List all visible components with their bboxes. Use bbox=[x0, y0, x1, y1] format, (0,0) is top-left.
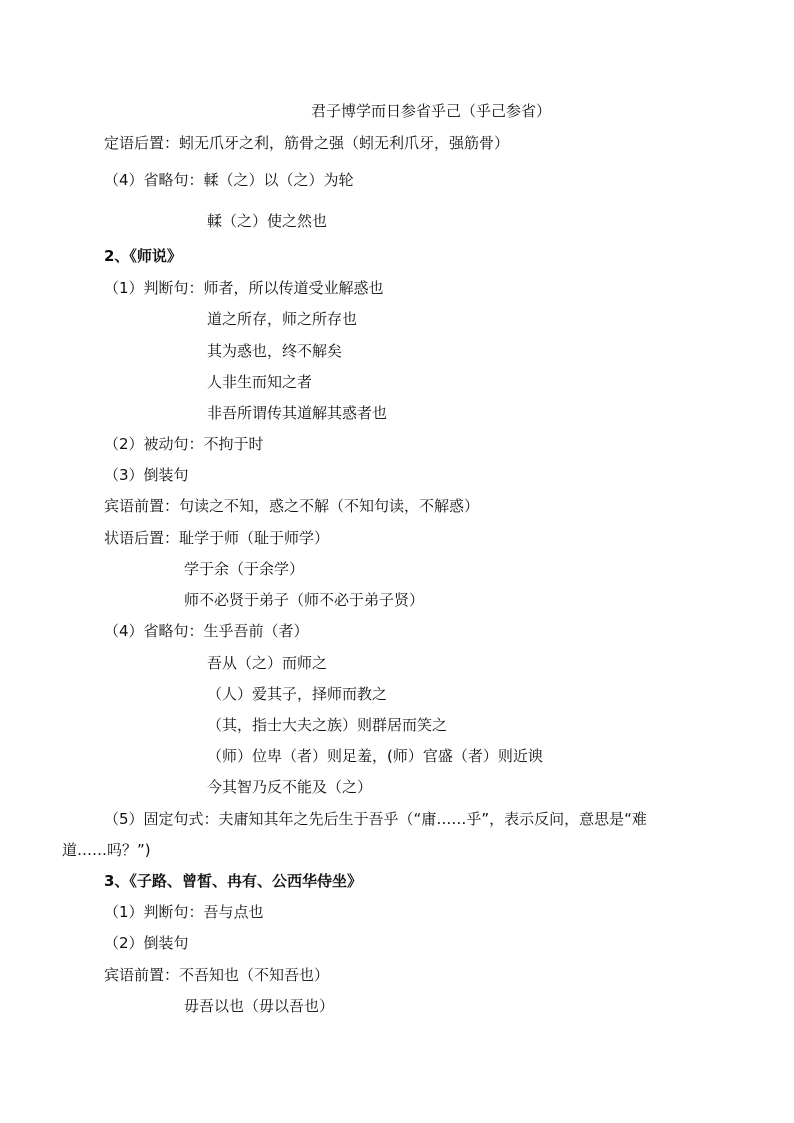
text-line: 状语后置：耻学于师（耻于师学） bbox=[104, 529, 330, 547]
text-line: 道之所存，师之所存也 bbox=[207, 310, 358, 328]
section-heading-shishuo: 2、《师说》 bbox=[104, 247, 182, 265]
text-line: 其为惑也，终不解矣 bbox=[207, 342, 343, 360]
text-line: 学于余（于余学） bbox=[184, 560, 305, 578]
text-line: （其，指士大夫之族）则群居而笑之 bbox=[207, 716, 448, 734]
section-heading-shizuo: 3、《子路、曾皙、冉有、公西华侍坐》 bbox=[104, 872, 362, 890]
text-line: （2）倒装句 bbox=[104, 934, 189, 952]
text-line: （人）爱其子，择师而教之 bbox=[207, 685, 388, 703]
text-line: （5）固定句式：夫庸知其年之先后生于吾乎（“庸……乎”，表示反问，意思是“难 bbox=[104, 810, 647, 828]
text-line: 宾语前置：不吾知也（不知吾也） bbox=[104, 966, 330, 984]
text-line: 吾从（之）而师之 bbox=[207, 654, 328, 672]
text-line: （3）倒装句 bbox=[104, 466, 189, 484]
text-line: （2）被动句：不拘于时 bbox=[104, 435, 264, 453]
text-line: （1）判断句：吾与点也 bbox=[104, 903, 264, 921]
text-line: 今其智乃反不能及（之） bbox=[207, 778, 373, 796]
text-line: 人非生而知之者 bbox=[207, 373, 313, 391]
text-line: （4）省略句：輮（之）以（之）为轮 bbox=[104, 171, 354, 189]
text-line: 宾语前置：句读之不知，惑之不解（不知句读，不解惑） bbox=[104, 497, 480, 515]
text-line: 师不必贤于弟子（师不必于弟子贤） bbox=[184, 591, 425, 609]
text-line: 君子博学而日参省乎己（乎己参省） bbox=[311, 102, 552, 120]
text-line: （1）判断句：师者，所以传道受业解惑也 bbox=[104, 279, 384, 297]
text-line: 毋吾以也（毋以吾也） bbox=[184, 997, 335, 1015]
text-line: 定语后置：蚓无爪牙之利，筋骨之强（蚓无利爪牙，强筋骨） bbox=[104, 134, 510, 152]
text-line: （师）位卑（者）则足羞，(师）官盛（者）则近谀 bbox=[207, 747, 543, 765]
text-line: 輮（之）使之然也 bbox=[207, 212, 328, 230]
text-line: 道……吗？”) bbox=[62, 841, 151, 859]
text-line: 非吾所谓传其道解其惑者也 bbox=[207, 404, 388, 422]
text-line: （4）省略句：生乎吾前（者） bbox=[104, 622, 309, 640]
